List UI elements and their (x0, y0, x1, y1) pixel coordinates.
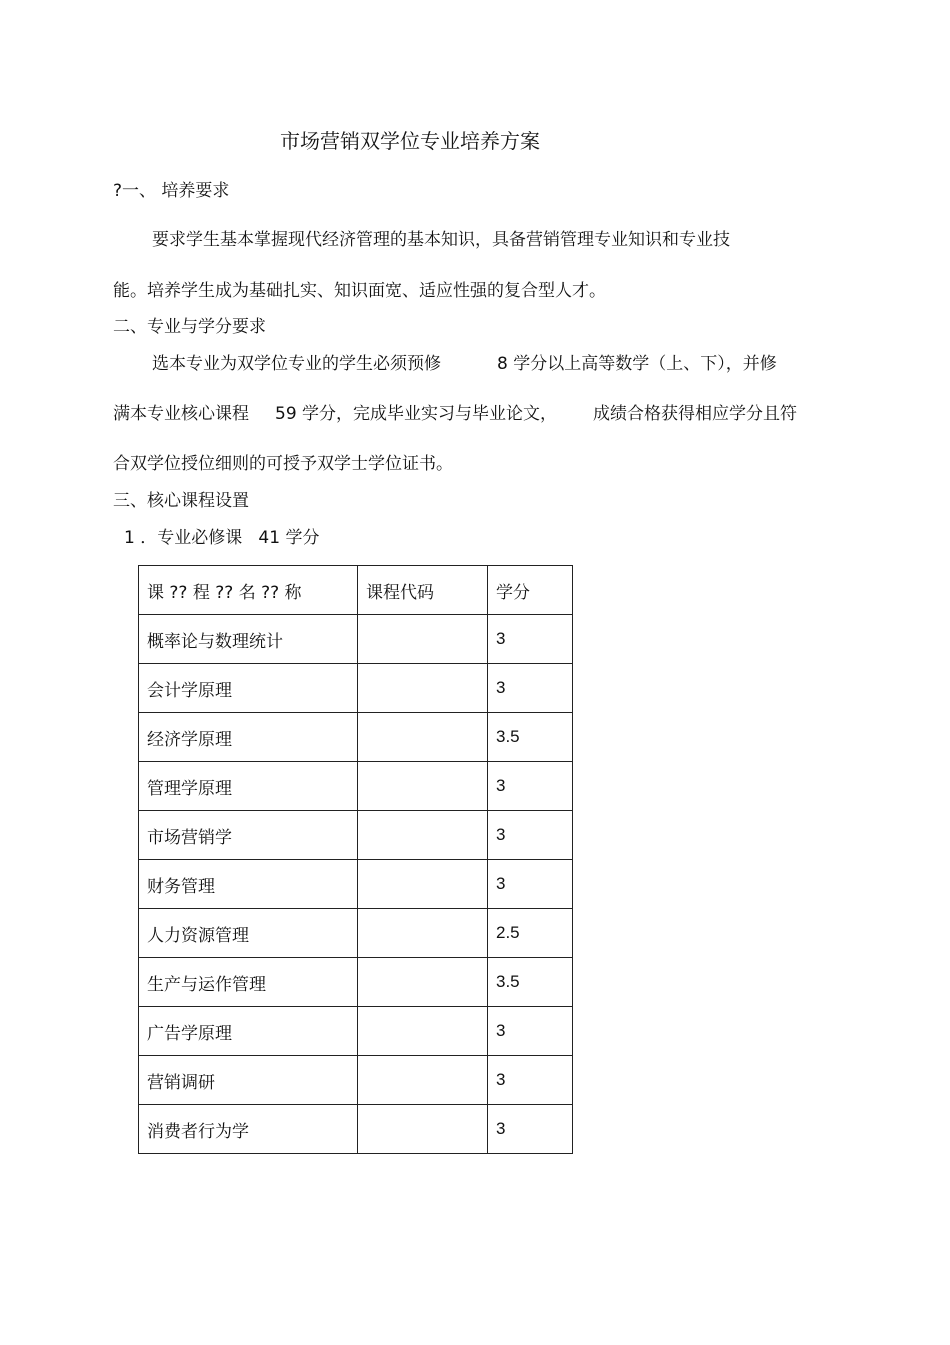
course-name-cell: 概率论与数理统计 (139, 615, 358, 664)
table-row (139, 713, 573, 762)
table-row (139, 762, 573, 811)
section-1-paragraph-line-2: 能。培养学生成为基础扎实、知识面宽、适应性强的复合型人才。 (113, 281, 606, 301)
course-credit-cell: 3 (488, 860, 573, 909)
section-2-paragraph-line-1b: 8 学分以上高等数学（上、下），并修 (497, 354, 777, 374)
section-2-paragraph-line-2b: 59 学分，完成毕业实习与毕业论文， (275, 404, 558, 424)
course-code-cell (358, 762, 488, 811)
course-code-cell (358, 909, 488, 958)
document-title: 市场营销双学位专业培养方案 (280, 129, 540, 153)
header-course-name: 课 ?? 程 ?? 名 ?? 称 (139, 566, 358, 615)
course-credit-cell: 2.5 (488, 909, 573, 958)
section-1-paragraph-line-1: 要求学生基本掌握现代经济管理的基本知识，具备营销管理专业知识和专业技 (152, 230, 730, 250)
course-code-cell (358, 1056, 488, 1105)
table-row (139, 958, 573, 1007)
subsection-1-heading: 1 ．专业必修课 41 学分 (124, 528, 320, 548)
section-2-heading: 二、专业与学分要求 (113, 317, 266, 337)
table-row (139, 615, 573, 664)
section-2-paragraph-line-2c: 成绩合格获得相应学分且符 (593, 404, 797, 424)
course-code-cell (358, 1007, 488, 1056)
header-course-code: 课程代码 (358, 566, 488, 615)
table-row (139, 1007, 573, 1056)
table-row (139, 664, 573, 713)
course-credit-cell: 3 (488, 664, 573, 713)
table-row (139, 860, 573, 909)
course-credit-cell: 3.5 (488, 713, 573, 762)
section-2-paragraph-line-3: 合双学位授位细则的可授予双学士学位证书。 (113, 454, 453, 474)
course-credit-cell: 3 (488, 615, 573, 664)
course-credit-cell: 3 (488, 1007, 573, 1056)
course-name-cell: 经济学原理 (139, 713, 358, 762)
course-code-cell (358, 958, 488, 1007)
course-table (138, 565, 573, 1154)
course-name-cell: 市场营销学 (139, 811, 358, 860)
course-name-cell: 消费者行为学 (139, 1105, 358, 1154)
course-code-cell (358, 860, 488, 909)
course-name-cell: 管理学原理 (139, 762, 358, 811)
course-code-cell (358, 811, 488, 860)
course-code-cell (358, 713, 488, 762)
course-name-cell: 人力资源管理 (139, 909, 358, 958)
section-1-heading: ?一、 培养要求 (113, 181, 230, 201)
course-credit-cell: 3.5 (488, 958, 573, 1007)
table-row (139, 1056, 573, 1105)
course-credit-cell: 3 (488, 1105, 573, 1154)
section-2-paragraph-line-1a: 选本专业为双学位专业的学生必须预修 (152, 354, 441, 374)
course-code-cell (358, 664, 488, 713)
table-header-row (139, 566, 573, 615)
section-3-heading: 三、核心课程设置 (113, 491, 249, 511)
table-row (139, 1105, 573, 1154)
course-credit-cell: 3 (488, 1056, 573, 1105)
course-name-cell: 会计学原理 (139, 664, 358, 713)
course-name-cell: 广告学原理 (139, 1007, 358, 1056)
header-credit: 学分 (488, 566, 573, 615)
course-name-cell: 生产与运作管理 (139, 958, 358, 1007)
table-row (139, 811, 573, 860)
table-row (139, 909, 573, 958)
section-2-paragraph-line-2a: 满本专业核心课程 (113, 404, 249, 424)
course-credit-cell: 3 (488, 811, 573, 860)
course-code-cell (358, 615, 488, 664)
course-code-cell (358, 1105, 488, 1154)
course-name-cell: 营销调研 (139, 1056, 358, 1105)
course-name-cell: 财务管理 (139, 860, 358, 909)
course-credit-cell: 3 (488, 762, 573, 811)
